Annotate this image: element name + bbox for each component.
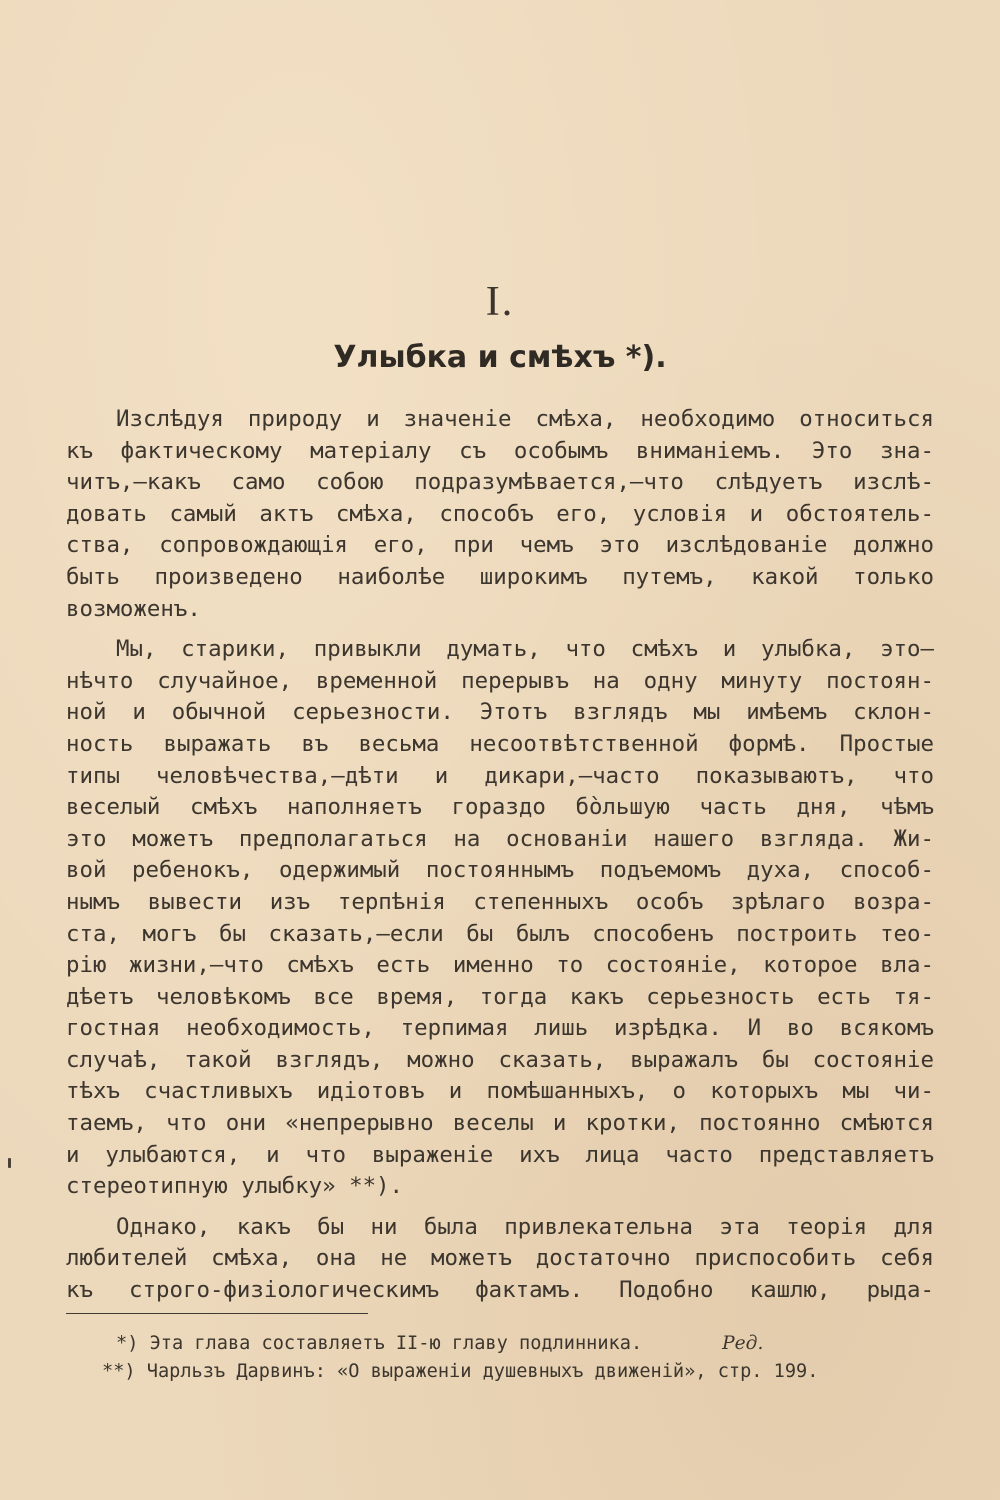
text-line: ной и обычной серьезности. Этотъ взглядъ мы имѣемъ склон- — [66, 699, 934, 726]
text-line: ность выражать въ весьма несоотвѣтственной формѣ. Простые — [66, 730, 934, 757]
text-line: возможенъ. — [66, 595, 201, 622]
text-line: таемъ, что они «непрерывно веселы и кротки, постоянно смѣются — [66, 1110, 934, 1137]
text-line: дѣетъ человѣкомъ все время, тогда какъ серьезность есть тя- — [66, 983, 934, 1010]
text-line: къ фактическому матеріалу съ особымъ вниманіемъ. Это зна- — [66, 437, 934, 464]
chapter-number: I. — [485, 279, 515, 325]
text-line: Изслѣдуя природу и значеніе смѣха, необходимо относиться — [116, 406, 934, 432]
footnote-1 — [66, 1330, 934, 1358]
text-line: къ строго-физіологическимъ фактамъ. Подобно кашлю, рыда- — [66, 1277, 934, 1304]
text-line: читъ,—какъ само собою подразумѣвается,—что слѣдуетъ изслѣ- — [66, 469, 934, 496]
text-line: нѣчто случайное, временной перерывъ на одну минуту постоян- — [66, 667, 934, 694]
text-line: любителей смѣха, она не можетъ достаточно приспособить себя — [66, 1245, 934, 1272]
text-line: быть произведено наиболѣе широкимъ путемъ, какой только — [66, 563, 934, 590]
text-line: ста, могъ бы сказать,—если бы былъ способенъ построить тео- — [66, 920, 934, 947]
text-line: веселый смѣхъ наполняетъ гораздо бо̀льшую часть дня, чѣмъ — [66, 794, 934, 821]
text-line: случаѣ, такой взглядъ, можно сказать, выражалъ бы состояніе — [66, 1046, 934, 1073]
margin-ink-mark — [8, 1158, 11, 1168]
text-line: Мы, старики, привыкли думать, что смѣхъ и улыбка, это— — [116, 636, 934, 663]
text-line: типы человѣчества,—дѣти и дикари,—часто показываютъ, что — [66, 762, 934, 789]
footnote-editor-mark: Ред. — [722, 1333, 764, 1354]
footnote-1-text: *) Эта глава составляетъ II-ю главу подлинника. — [116, 1333, 643, 1354]
footnotes — [66, 1330, 934, 1386]
footnote-2: **) Чарльзъ Дарвинъ: «О выраженіи душевныхъ движеній», стр. 199. — [102, 1361, 819, 1382]
text-line: стереотипную улыбку» **). — [66, 1173, 404, 1200]
footnote-divider — [66, 1313, 368, 1314]
text-line: довать самый актъ смѣха, способъ его, условія и обстоятель- — [66, 500, 934, 527]
text-line: Однако, какъ бы ни была привлекательна эта теорія для — [116, 1213, 934, 1240]
text-line: это можетъ предполагаться на основаніи нашего взгляда. Жи- — [66, 825, 934, 852]
text-line: вой ребенокъ, одержимый постояннымъ подъемомъ духа, способ- — [66, 857, 934, 884]
text-line: гостная необходимость, терпимая лишь изрѣдка. И во всякомъ — [66, 1015, 934, 1042]
text-line: тѣхъ счастливыхъ идіотовъ и помѣшанныхъ, о которыхъ мы чи- — [66, 1078, 934, 1105]
chapter-title: Улыбка и смѣхъ *). — [333, 340, 667, 375]
text-line: рію жизни,—что смѣхъ есть именно то состояніе, которое вла- — [66, 952, 934, 979]
text-line: нымъ вывести изъ терпѣнія степенныхъ особъ зрѣлаго возра- — [66, 888, 934, 915]
chapter-body — [66, 404, 934, 1307]
text-line: ства, сопровождающія его, при чемъ это изслѣдованіе должно — [66, 532, 934, 559]
text-line: и улыбаются, и что выраженіе ихъ лица часто представляетъ — [66, 1141, 934, 1168]
